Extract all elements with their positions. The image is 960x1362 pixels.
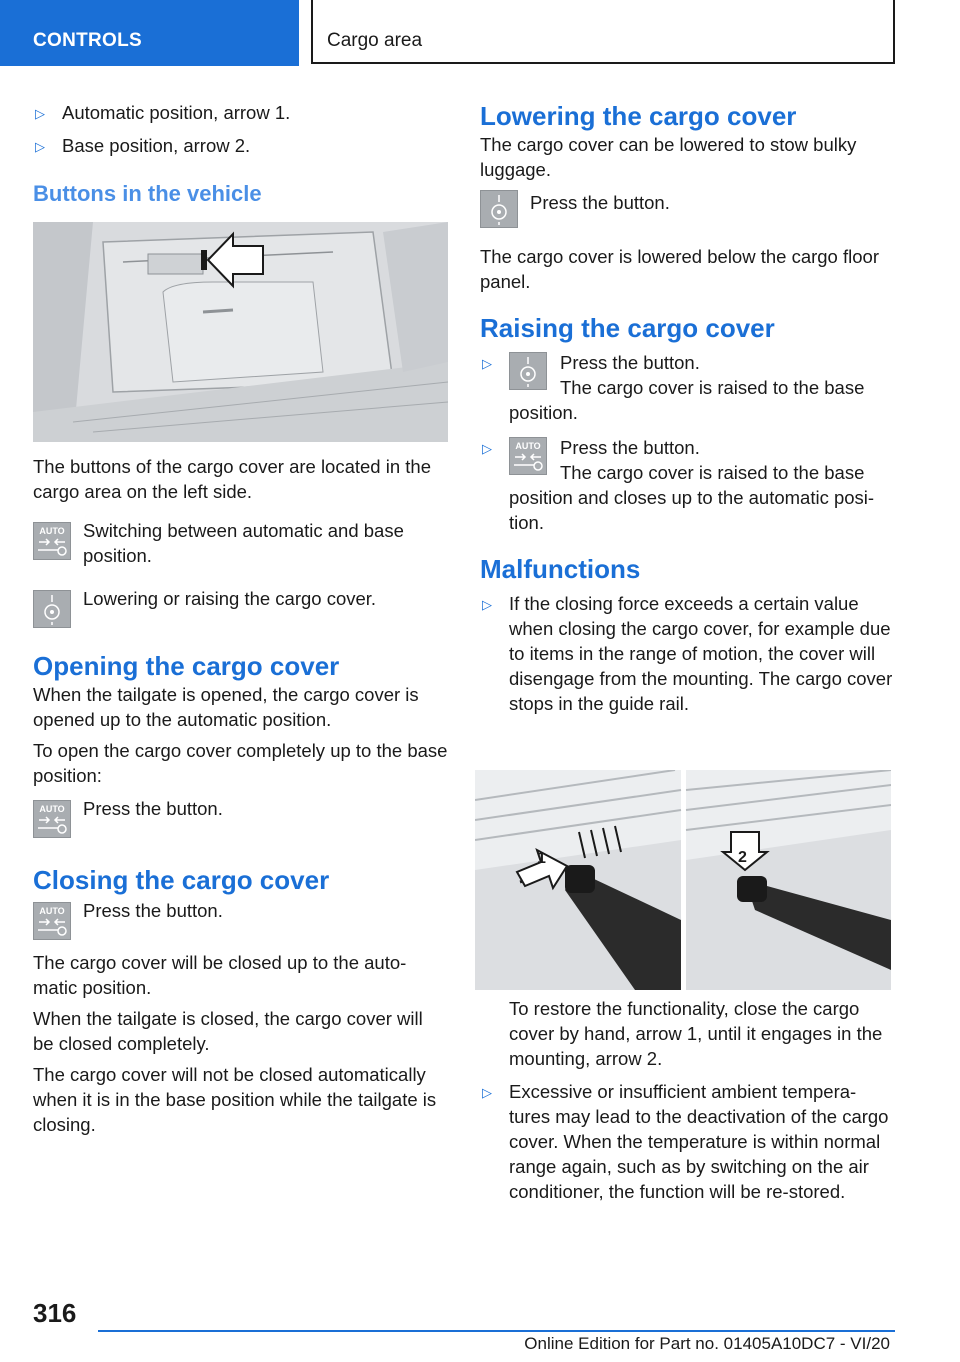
edition-text: Online Edition for Part no. 01405A10DC7 - VI/20 [524,1334,890,1353]
triangle-bullet-icon: ▷ [482,597,492,612]
svg-text:AUTO: AUTO [39,804,65,814]
lowering-paragraph-2: The cargo cover is lowered below the cargo floor panel. [480,246,879,292]
raising-text-1: The cargo cover is raised to the base position. [509,377,865,423]
closing-paragraph-2: When the tailgate is closed, the cargo cover will be closed completely. [33,1008,423,1054]
lowering-press-row [480,190,896,232]
raising-text-2: The cargo cover is raised to the base position and closes up to the automatic posi-tion. [509,462,875,533]
buttons-heading: Buttons in the vehicle [33,181,262,206]
opening-paragraph-1: When the tailgate is opened, the cargo cover is opened up to the automatic position. [33,684,419,730]
left-column [33,100,448,1143]
raising-heading: Raising the cargo cover [480,313,775,343]
footer-rule [98,1330,895,1332]
right-column-lower [480,996,896,1212]
opening-paragraph-2: To open the cargo cover completely up to the base position: [33,740,448,786]
closing-press-row [33,898,448,940]
svg-text:1: 1 [537,850,546,867]
svg-text:AUTO: AUTO [39,526,65,536]
svg-text:AUTO: AUTO [39,906,65,916]
restore-text: To restore the functionality, close the cargo cover by hand, arrow 1, until it engages in the mounting, arrow 2. [509,998,883,1069]
closing-heading: Closing the cargo cover [33,865,330,895]
auto-button-row [33,518,448,568]
page-number: 316 [33,1298,77,1328]
opening-heading: Opening the cargo cover [33,651,340,681]
closing-paragraph-3: The cargo cover will not be closed automatically when it is in the base position while the tailgate is closing. [33,1064,437,1135]
lower-button-row [33,586,448,628]
right-column [480,100,896,724]
triangle-bullet-icon: ▷ [482,356,492,371]
cargo-area-photo [33,222,448,442]
malfunctions-heading: Malfunctions [480,554,641,584]
raising-press-text-2: Press the button. [560,437,700,458]
lowering-press-text: Press the button. [530,192,670,213]
list-item: ▷ Excessive or insufficient ambient tempera-tures may lead to the deactivation of the cargo cover. When the temperature is within normal range again, such as by switching on the air conditioner, the function will be re-stored. [482,1081,889,1202]
page-header [311,0,895,64]
list-item: ▷ Base position, arrow 2. [33,133,448,158]
auto-button-icon [33,800,71,838]
auto-button-icon [33,902,71,940]
lowering-heading: Lowering the cargo cover [480,101,797,131]
triangle-bullet-icon: ▷ [35,139,45,154]
lower-button-text: Lowering or raising the cargo cover. [83,588,377,609]
raising-press-text-1: Press the button. [560,352,700,373]
list-item: ▷ If the closing force exceeds a certain value when closing the cargo cover, for example due to items in the range of motion, the cover will disengage from the mounting. The cargo cover stops in the guide rail. [482,593,893,714]
svg-text:AUTO: AUTO [515,441,541,451]
closing-press-text: Press the button. [83,900,223,921]
list-item: ▷ Automatic position, arrow 1. [33,100,448,125]
section-tab [0,0,299,66]
opening-press-text: Press the button. [83,798,223,819]
triangle-bullet-icon: ▷ [482,1085,492,1100]
auto-button-icon [33,522,71,560]
triangle-bullet-icon: ▷ [35,106,45,121]
section-label: CONTROLS [33,30,143,51]
buttons-location-text: The buttons of the cargo cover are located in the cargo area on the left side. [33,456,431,502]
triangle-bullet-icon: ▷ [482,441,492,456]
opening-press-row [33,796,448,838]
svg-text:2: 2 [738,849,747,866]
cargo-cover-mounting-figure [475,770,891,990]
list-item [480,435,896,535]
closing-paragraph-1: The cargo cover will be closed up to the auto-matic position. [33,952,407,998]
auto-button-text: Switching between automatic and base position. [83,520,404,566]
page-title: Cargo area [327,30,423,51]
lowering-paragraph-1: The cargo cover can be lowered to stow bulky luggage. [480,134,857,180]
auto-button-icon [509,437,547,475]
lower-raise-button-icon [480,190,518,228]
lower-raise-button-icon [33,590,71,628]
lower-raise-button-icon [509,352,547,390]
list-item [480,350,896,425]
